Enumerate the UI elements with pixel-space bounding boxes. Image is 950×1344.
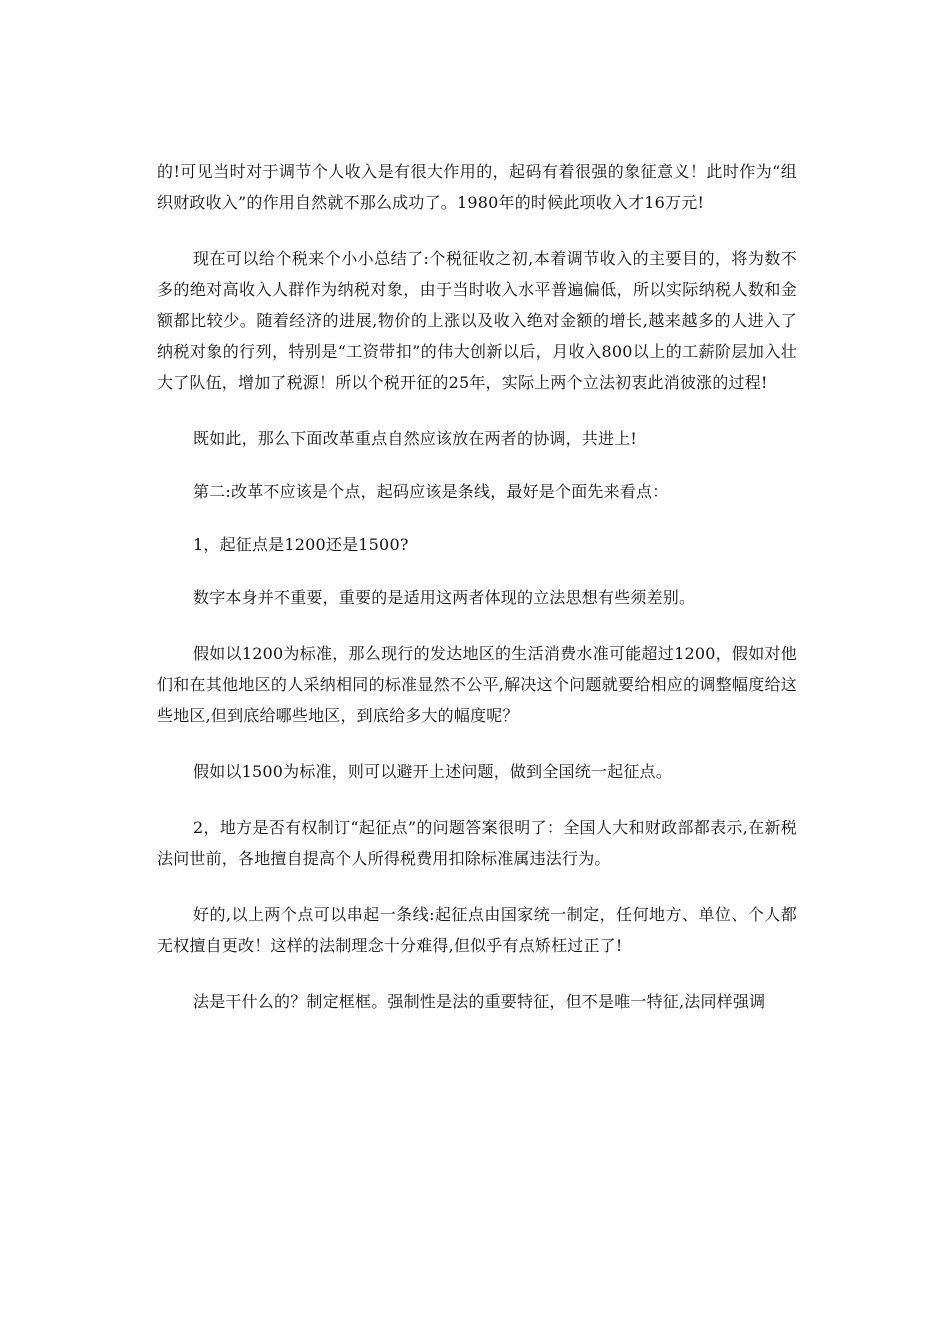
paragraph-11: 法是干什么的？制定框框。强制性是法的重要特征，但不是唯一特征,法同样强调 xyxy=(193,992,766,1011)
paragraph-4: 第二:改革不应该是个点，起码应该是条线，最好是个面先来看点： xyxy=(193,482,669,501)
document-body xyxy=(157,156,797,1017)
paragraph-1: 的!可见当时对于调节个人收入是有很大作用的，起码有着很强的象征意义！此时作为“组织财政收入”的作用自然就不那么成功了。1980年的时候此项收入才16万元! xyxy=(157,162,797,212)
paragraph-6: 数字本身并不重要，重要的是适用这两者体现的立法思想有些须差别。 xyxy=(193,588,696,607)
paragraph-2: 现在可以给个税来个小小总结了:个税征收之初,本着调节收入的主要目的，将为数不多的绝对高收入人群作为纳税对象，由于当时收入水平普遍偏低，所以实际纳税人数和金额都比较少。随着经济的进展,物价的上涨以及收入绝对金额的增长,越来越多的人进入了纳税对象的行列，特别是“工资带扣”的伟大创新以后，月收入800以上的工薪阶层加入壮大了队伍，增加了税源！所以个税开征的25年，实际上两个立法初衷此消彼涨的过程! xyxy=(157,249,797,392)
paragraph-8: 假如以1500为标准，则可以避开上述问题，做到全国统一起征点。 xyxy=(193,762,672,781)
paragraph-5: 1，起征点是1200还是1500? xyxy=(193,535,409,554)
paragraph-3: 既如此，那么下面改革重点自然应该放在两者的协调，共进上! xyxy=(193,429,638,448)
paragraph-7: 假如以1200为标准，那么现行的发达地区的生活消费水准可能超过1200，假如对他们和在其他地区的人采纳相同的标准显然不公平,解决这个问题就要给相应的调整幅度给这些地区,但到底给哪些地区，到底给多大的幅度呢？ xyxy=(157,644,797,725)
paragraph-10: 好的,以上两个点可以串起一条线:起征点由国家统一制定，任何地方、单位、个人都无权擅自更改！这样的法制理念十分难得,但似乎有点矫枉过正了! xyxy=(157,905,797,955)
paragraph-9: 2，地方是否有权制订“起征点”的问题答案很明了：全国人大和财政部都表示,在新税法问世前，各地擅自提高个人所得税费用扣除标准属违法行为。 xyxy=(157,818,797,868)
